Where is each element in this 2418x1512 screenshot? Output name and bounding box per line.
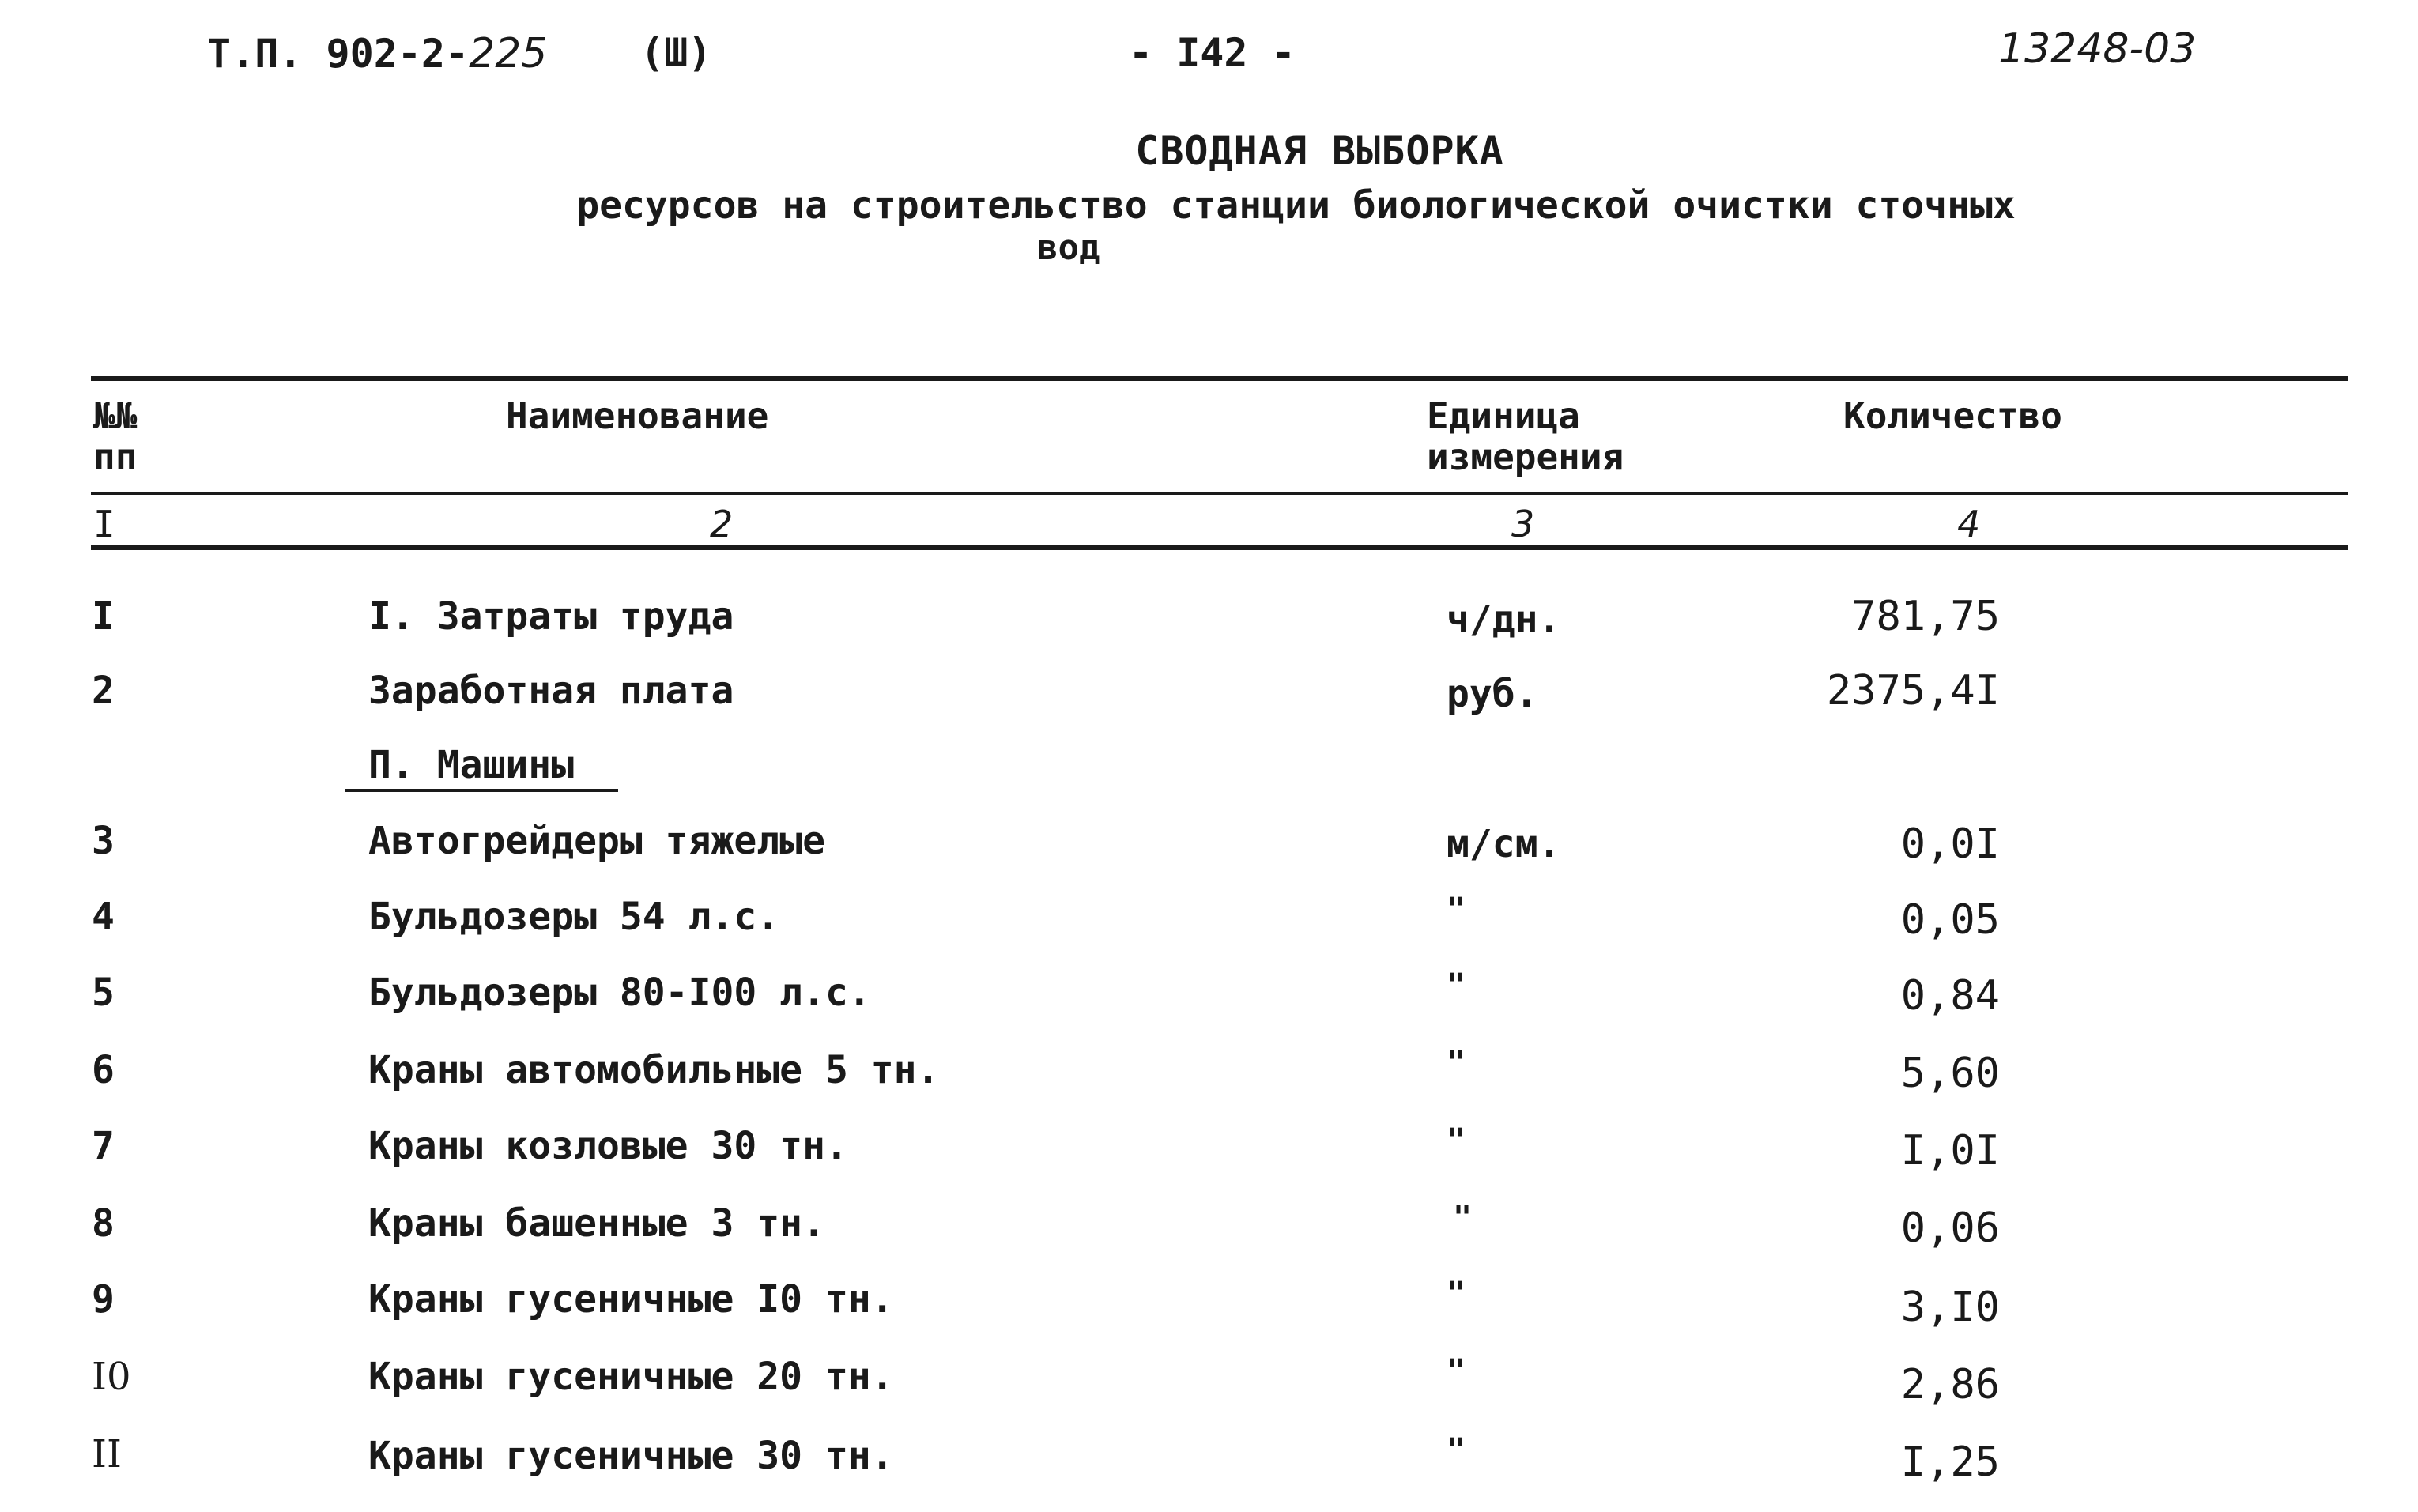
row-2-number: 2 (92, 669, 115, 713)
row-8-unit-ditto: " (1453, 1200, 1473, 1236)
row-1-number: I (92, 594, 115, 639)
row-3-quantity: 0,0I (1900, 820, 2000, 868)
page-number: - I42 - (1129, 30, 1296, 76)
row-9-name: Краны гусеничные I0 тн. (368, 1277, 894, 1322)
row-6-name: Краны автомобильные 5 тн. (368, 1048, 940, 1092)
row-1-quantity: 781,75 (1851, 593, 2000, 640)
column-number-3: 3 (1511, 503, 1535, 545)
document-subtitle: ресурсов на строительство станции биологической очистки сточных (576, 183, 2016, 228)
row-10-name: Краны гусеничные 20 тн. (368, 1355, 894, 1399)
document-code-handwritten: 225 (469, 30, 548, 77)
document-code-prefix: Т.П. 902-2- (207, 31, 470, 77)
row-5-quantity: 0,84 (1900, 972, 2000, 1020)
column-number-2: 2 (710, 503, 734, 545)
row-8-quantity: 0,06 (1900, 1205, 2000, 1252)
row-5-number: 5 (92, 971, 115, 1015)
column-header-number: №№ пп (93, 394, 138, 478)
row-9-unit-ditto: " (1447, 1276, 1466, 1312)
row-4-name: Бульдозеры 54 л.с. (368, 895, 780, 939)
row-4-number: 4 (92, 895, 115, 939)
row-10-quantity: 2,86 (1900, 1361, 2000, 1408)
row-10-unit-ditto: " (1447, 1353, 1466, 1389)
row-1-unit: ч/дн. (1447, 598, 1561, 642)
section-title-machines: П. Машины (368, 743, 575, 787)
row-4-unit-ditto: " (1447, 892, 1466, 928)
row-6-unit-ditto: " (1447, 1045, 1466, 1081)
row-7-quantity: I,0I (1900, 1127, 2000, 1175)
section-underline (345, 789, 618, 792)
column-number-1: I (93, 503, 115, 545)
row-9-number: 9 (92, 1277, 115, 1322)
volume-label: (Ш) (640, 30, 712, 76)
document-title: СВОДНАЯ ВЫБОРКА (1135, 128, 1504, 174)
row-11-unit-ditto: " (1447, 1432, 1466, 1469)
row-4-quantity: 0,05 (1900, 896, 2000, 944)
row-5-name: Бульдозеры 80-I00 л.с. (368, 971, 871, 1015)
row-6-number: 6 (92, 1048, 115, 1092)
row-3-number: 3 (92, 819, 115, 863)
row-7-name: Краны козловые 30 тн. (368, 1124, 848, 1168)
table-top-rule (91, 376, 2348, 381)
column-header-unit: Единица измерения (1427, 394, 1624, 478)
row-8-number: 8 (92, 1201, 115, 1246)
table-column-number-rule (91, 545, 2348, 550)
row-2-unit: руб. (1447, 672, 1538, 716)
row-8-name: Краны башенные 3 тн. (368, 1201, 825, 1246)
archive-number: 13248-03 (1998, 25, 2197, 73)
row-9-quantity: 3,I0 (1900, 1284, 2000, 1331)
row-2-quantity: 2375,4I (1826, 667, 2000, 715)
row-3-unit: м/см. (1447, 822, 1561, 866)
column-header-quantity: Количество (1843, 394, 2062, 437)
row-7-number: 7 (92, 1124, 115, 1168)
row-11-name: Краны гусеничные 30 тн. (368, 1434, 894, 1478)
row-6-quantity: 5,60 (1900, 1050, 2000, 1097)
column-header-name: Наименование (506, 394, 769, 437)
row-5-unit-ditto: " (1447, 967, 1466, 1004)
row-1-name: I. Затраты труда (368, 594, 734, 639)
row-11-number: II (92, 1432, 122, 1476)
row-11-quantity: I,25 (1900, 1438, 2000, 1486)
row-3-name: Автогрейдеры тяжелые (368, 819, 825, 863)
row-2-name: Заработная плата (368, 669, 734, 713)
row-10-number: I0 (92, 1355, 131, 1399)
row-7-unit-ditto: " (1447, 1122, 1466, 1159)
column-number-4: 4 (1957, 503, 1981, 545)
table-header-rule (91, 492, 2348, 495)
document-subtitle-continuation: вод (1037, 228, 1100, 268)
document-code (207, 30, 547, 77)
